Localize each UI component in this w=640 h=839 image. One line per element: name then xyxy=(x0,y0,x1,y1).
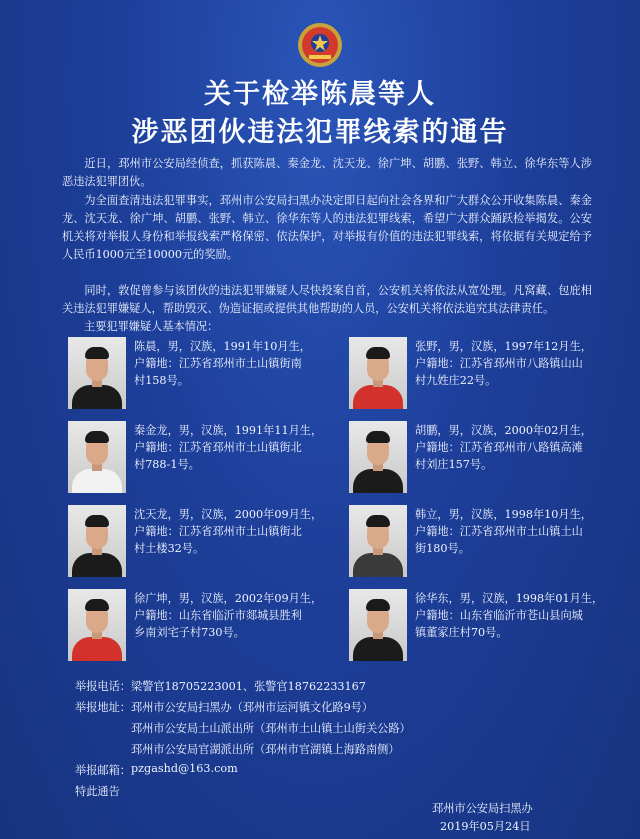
suspect-card xyxy=(68,337,338,409)
report-email-value: pzgashd@163.com xyxy=(131,762,238,775)
report-address-1: 邳州市公安局扫黑办（邳州市运河镇文化路9号） xyxy=(131,701,374,714)
suspect-info-line: 户籍地：江苏省邳州市土山镇土山 xyxy=(415,525,583,538)
police-emblem-icon xyxy=(297,22,343,68)
suspect-info-line: 户籍地：山东省临沂市郯城县胜利 xyxy=(134,609,302,622)
suspect-info-line: 徐广坤，男，汉族，2002年09月生， xyxy=(134,592,323,605)
suspect-card xyxy=(349,337,619,409)
suspect-info-line: 户籍地：江苏省邳州市八路镇山山 xyxy=(415,357,583,370)
suspect-info xyxy=(415,590,620,641)
suspect-info-line: 户籍地：江苏省邳州市土山镇街北 xyxy=(134,525,302,538)
suspect-info xyxy=(415,422,620,473)
suspect-card xyxy=(349,505,619,577)
suspect-card xyxy=(349,589,619,661)
suspect-info-line: 村788-1号。 xyxy=(134,458,200,471)
suspect-info-line: 镇董家庄村70号。 xyxy=(415,626,508,639)
paragraph-intro: 近日，邳州市公安局经侦查，抓获陈晨、秦金龙、沈天龙、徐广坤、胡鹏、张野、韩立、徐华东等人涉恶违法犯罪团伙。 xyxy=(62,157,592,188)
suspect-info-line: 户籍地：江苏省邳州市八路镇高滩 xyxy=(415,441,583,454)
suspect-info xyxy=(415,506,620,557)
notice-title-line-1: 关于检举陈晨等人 xyxy=(204,79,436,110)
report-address-2: 邳州市公安局土山派出所（邳州市土山镇土山街关公路） xyxy=(131,722,411,735)
suspect-card xyxy=(68,421,338,493)
suspect-info-line: 街180号。 xyxy=(415,542,470,555)
suspect-info-line: 村刘庄157号。 xyxy=(415,458,493,471)
suspect-info-line: 韩立，男，汉族，1998年10月生， xyxy=(415,508,592,521)
suspect-card xyxy=(68,505,338,577)
suspect-info xyxy=(415,338,620,389)
suspect-photo xyxy=(68,421,126,493)
report-address-label: 举报地址： xyxy=(75,701,131,714)
suspect-info-line: 村九姓庄22号。 xyxy=(415,374,497,387)
suspect-card xyxy=(349,421,619,493)
suspect-info xyxy=(134,506,339,557)
suspect-info-line: 村土楼32号。 xyxy=(134,542,205,555)
suspect-info xyxy=(134,422,339,473)
suspect-photo xyxy=(349,421,407,493)
suspect-photo xyxy=(349,337,407,409)
suspect-info-line: 村158号。 xyxy=(134,374,189,387)
suspect-photo xyxy=(68,589,126,661)
section-label: 主要犯罪嫌疑人基本情况： xyxy=(84,320,219,333)
suspect-photo xyxy=(68,505,126,577)
suspect-info xyxy=(134,338,339,389)
suspect-photo xyxy=(349,505,407,577)
suspect-info-line: 户籍地：山东省临沂市苍山县向城 xyxy=(415,609,583,622)
signature-org: 邳州市公安局扫黑办 xyxy=(432,802,533,815)
suspect-photo xyxy=(68,337,126,409)
suspect-info-line: 张野，男，汉族，1997年12月生， xyxy=(415,340,592,353)
closing-text: 特此通告 xyxy=(75,785,120,798)
notice-title-line-2: 涉恶团伙违法犯罪线索的通告 xyxy=(131,117,509,148)
paragraph-reward: 为全面查清违法犯罪事实，邳州市公安局扫黑办决定即日起向社会各界和广大群众公开收集陈晨、秦金龙、沈天龙、徐广坤、胡鹏、张野、韩立、徐华东等人的违法犯罪线索，希望广大群众踊跃检举揭发。公安机关将对举报人身份和举报线索严格保密、依法保护，对举报有价值的违法犯罪线索，将依据有关规定给予人民币1000元至10000元的奖励。 xyxy=(62,194,592,261)
suspect-info-line: 胡鹏，男，汉族，2000年02月生， xyxy=(415,424,592,437)
paragraph-surrender: 同时，敦促曾参与该团伙的违法犯罪嫌疑人尽快投案自首，公安机关将依法从宽处理。凡窝藏、包庇相关违法犯罪嫌疑人，帮助毁灭、伪造证据或提供其他帮助的人员，公安机关将依法追究其法律责任。 xyxy=(62,284,592,315)
suspect-info-line: 户籍地：江苏省邳州市土山镇街北 xyxy=(134,441,302,454)
report-address-3: 邳州市公安局官湖派出所（邳州市官湖镇上海路南侧） xyxy=(131,743,400,756)
suspect-info-line: 徐华东，男，汉族，1998年01月生， xyxy=(415,592,604,605)
suspect-info-line: 陈晨，男，汉族，1991年10月生， xyxy=(134,340,311,353)
suspect-info xyxy=(134,590,339,641)
report-phone-label: 举报电话： xyxy=(75,680,131,693)
suspect-info-line: 沈天龙，男，汉族，2000年09月生， xyxy=(134,508,323,521)
suspect-card xyxy=(68,589,338,661)
signature-date: 2019年05月24日 xyxy=(440,820,531,833)
suspect-photo xyxy=(349,589,407,661)
report-phone-value: 梁警官18705223001、张警官18762233167 xyxy=(131,680,366,693)
suspect-info-line: 户籍地：江苏省邳州市土山镇街南 xyxy=(134,357,302,370)
suspect-info-line: 秦金龙，男，汉族，1991年11月生， xyxy=(134,424,323,437)
suspect-info-line: 乡南刘宅子村730号。 xyxy=(134,626,245,639)
report-email-label: 举报邮箱： xyxy=(75,764,131,777)
